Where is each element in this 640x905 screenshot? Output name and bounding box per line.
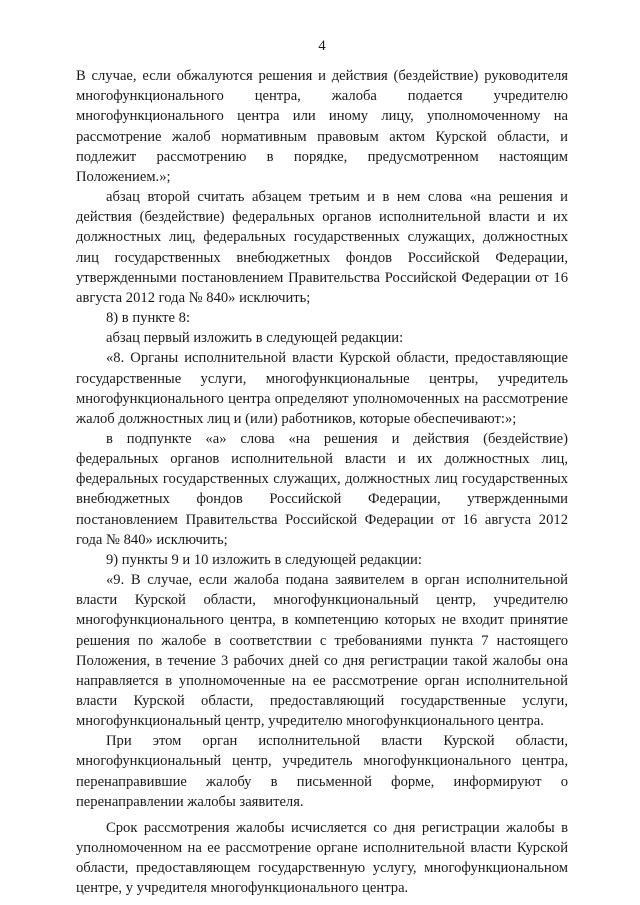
paragraph-complaint-mfc: В случае, если обжалуются решения и действия (бездействие) руководителя многофункционального центра, жалоба подается учредителю многофункционального центра или иному лицу, уполномоченному на рассмотрение жалоб нормативным правовым актом Курской области, и подлежит рассмотрению в порядке, предусмотренном настоящим Положением.»;: [76, 68, 568, 185]
paragraph-point-8-intro: абзац первый изложить в следующей редакции:: [106, 330, 404, 347]
paragraph-point-8-text: «8. Органы исполнительной власти Курской области, предоставляющие государственные услуги, многофункциональные центры, учредитель многофункционального центра определяют уполномоченных на рассмотрение жалоб должностных лиц и (или) работников, которые обеспечивают:»;: [76, 350, 568, 427]
paragraph-review-term: Срок рассмотрения жалобы исчисляется со дня регистрации жалобы в уполномоченном на ее рассмотрение органе исполнительной власти Курской области, предоставляющем государственную услугу, многофункциональном центре, у учредителя многофункционального центра.: [76, 819, 568, 897]
paragraph-second-abzac: абзац второй считать абзацем третьим и в нем слова «на решения и действия (бездействие) федеральных органов исполнительной власти и их должностных лиц, федеральных государственных служащих, должностных лиц государственных внебюджетных фондов Российской Федерации, утвержденными постановлением Правительства Российской Федерации от 16 августа 2012 года № 840» исключить;: [76, 189, 568, 306]
paragraph-redirect-inform: При этом орган исполнительной власти Курской области, многофункциональный центр, учредитель многофункционального центра, перенаправившие жалобу в письменной форме, информируют о перенаправлении жалобы заявителя.: [76, 733, 568, 810]
paragraph-subpoint-a: в подпункте «а» слова «на решения и действия (бездействие) федеральных органов исполнительной власти и их должностных лиц, федеральных государственных служащих, должностных лиц государственных внебюджетных фондов Российской Федерации, утвержденными постановлением Правительства Российской Федерации от 16 августа 2012 года № 840» исключить;: [76, 430, 568, 548]
page-number: 4: [318, 38, 326, 54]
paragraph-points-9-10-heading: 9) пункты 9 и 10 изложить в следующей редакции:: [106, 551, 422, 568]
paragraph-point-9-text: «9. В случае, если жалоба подана заявителем в орган исполнительной власти Курской области, многофункциональный центр, учредителю многофункционального центра, в компетенцию которых не входит принятие решения по жалобе в соответствии с требованиями пункта 7 настоящего Положения, в течение 3 рабочих дней со дня регистрации такой жалобы она направляется в уполномоченные на ее рассмотрение орган исполнительной власти Курской области, предоставляющий государственные услуги, многофункциональный центр, учредителю многофункционального центра.: [76, 572, 568, 730]
paragraph-point-8-heading: 8) в пункте 8:: [106, 310, 191, 327]
